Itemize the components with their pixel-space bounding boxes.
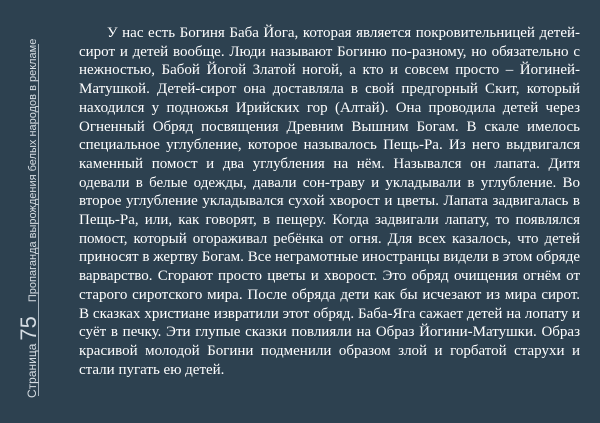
article-paragraph: У нас есть Богиня Баба Йога, которая является покровительницей детей-сирот и детей вообще. Люди называют Богиню по-разному, но обязательно с нежностью, Бабой Йогой Златой ногой, а кто и совсем просто – Йогиней-Матушкой. Детей-сирот она доставляла в свой предгорный Скит, который находился у подножья Ирийских гор (Алтай). Она проводила детей через Огненный Обряд посвящения Древним Вышним Богам. В скале имелось специальное углубление, которое называлось Пещь-Ра. Из него выдвигался каменный помост и два углубления на нём. Назывался он лапата. Дитя одевали в белые одежды, давали сон-траву и укладывали в углубление. Во второе углубление укладывался сухой хворост и цветы. Лапата задвигалась в Пещь-Ра, или, как говорят, в пещеру. Когда задвигали лапату, то появлялся помост, который огораживал ребёнка от огня. Для всех казалось, что детей приносят в жертву Богам. Все неграмотные иностранцы видели в этом обряде варварство. Сгорают просто цветы и хворост. Это обряд очищения огнём от старого сиротского мира. После обряда дети как бы исчезают из мира сирот. В сказках христиане извратили этот обряд. Баба-Яга сажает детей на лопату и суёт в печку. Эти глупые сказки повлияли на Образ Йогини-Матушки. Образ красивой молодой Богини подменили образом злой и горбатой старухи и стали пугать ею детей. <box>79 25 580 378</box>
page-label: Страница <box>25 343 39 398</box>
page-number: 75 <box>16 316 41 341</box>
sidebar-caption <box>18 38 40 398</box>
page-sidebar <box>0 0 57 423</box>
running-title: Пропаганда вырождения белых народов в рекламе <box>27 38 39 303</box>
